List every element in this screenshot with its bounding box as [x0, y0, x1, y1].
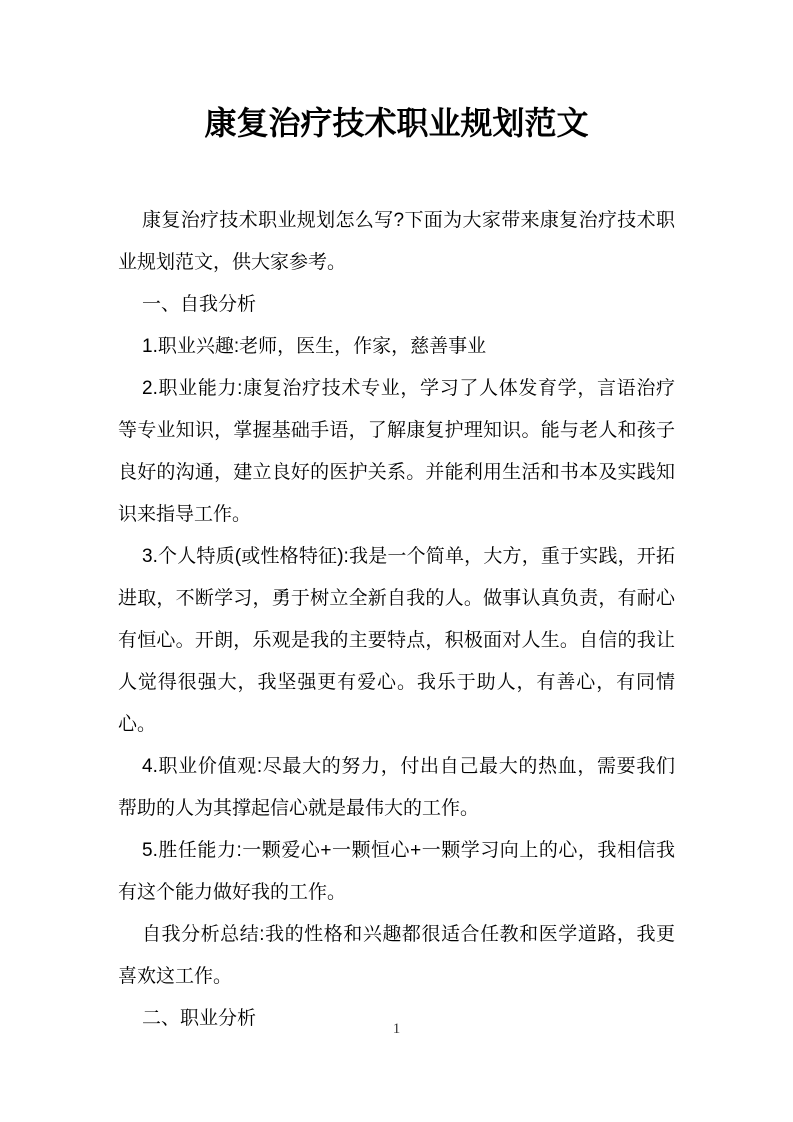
document-body [118, 200, 675, 1040]
page-number: 1 [392, 1021, 401, 1037]
item-career-interest: 1.职业兴趣:老师，医生，作家，慈善事业 [142, 336, 487, 357]
item-competence: 5.胜任能力:一颗爱心+一颗恒心+一颗学习向上的心，我相信我有这个能力做好我的工作。 [118, 840, 675, 903]
intro-paragraph: 康复治疗技术职业规划怎么写?下面为大家带来康复治疗技术职业规划范文，供大家参考。 [118, 210, 675, 273]
self-analysis-summary: 自我分析总结:我的性格和兴趣都很适合任教和医学道路，我更喜欢这工作。 [118, 924, 675, 987]
document-title: 康复治疗技术职业规划范文 [204, 105, 589, 141]
item-personal-traits: 3.个人特质(或性格特征):我是一个简单，大方，重于实践，开拓进取，不断学习，勇于树立全新自我的人。做事认真负责，有耐心有恒心。开朗，乐观是我的主要特点，积极面对人生。自信的我让人觉得很强大，我坚强更有爱心。我乐于助人，有善心，有同情心。 [118, 546, 675, 735]
section-heading-self-analysis: 一、自我分析 [142, 294, 257, 315]
section-heading-career-analysis: 二、职业分析 [142, 1008, 257, 1029]
item-career-values: 4.职业价值观:尽最大的努力，付出自己最大的热血，需要我们帮助的人为其撑起信心就是最伟大的工作。 [118, 756, 675, 819]
item-career-ability: 2.职业能力:康复治疗技术专业，学习了人体发育学，言语治疗等专业知识，掌握基础手语，了解康复护理知识。能与老人和孩子良好的沟通，建立良好的医护关系。并能利用生活和书本及实践知识来指导工作。 [118, 378, 675, 525]
